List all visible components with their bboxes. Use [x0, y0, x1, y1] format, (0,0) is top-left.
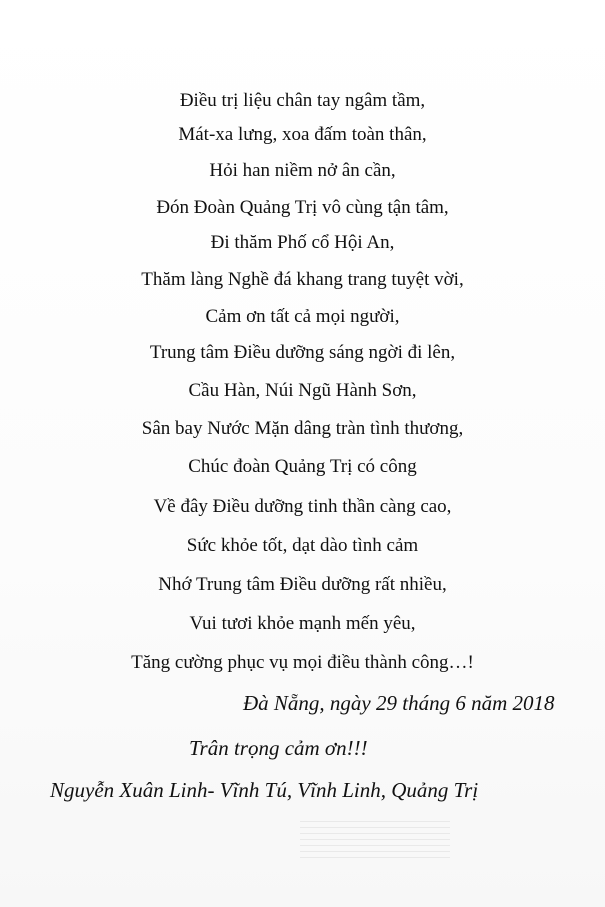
- poem-line-2: Mát-xa lưng, xoa đấm toàn thân,: [178, 124, 427, 145]
- poem-line-6: Thăm làng Nghề đá khang trang tuyệt vời,: [141, 269, 464, 290]
- poem-line-5: Đi thăm Phố cổ Hội An,: [210, 232, 395, 253]
- poem-line-16: Tăng cường phục vụ mọi điều thành công…!: [131, 652, 474, 673]
- bleed-through-texture: [300, 818, 450, 858]
- poem-line-15: Vui tươi khỏe mạnh mến yêu,: [189, 613, 416, 634]
- poem-line-11: Chúc đoàn Quảng Trị có công: [188, 456, 417, 477]
- poem-line-14: Nhớ Trung tâm Điều dưỡng rất nhiều,: [158, 574, 447, 595]
- poem-line-8: Trung tâm Điều dưỡng sáng ngời đi lên,: [149, 342, 456, 363]
- place-date: Đà Nẵng, ngày 29 tháng 6 năm 2018: [243, 691, 555, 715]
- poem-line-12: Về đây Điều dưỡng tinh thần càng cao,: [153, 496, 452, 517]
- poem-line-3: Hỏi han niềm nở ân cần,: [209, 160, 396, 181]
- poem-line-9: Cầu Hàn, Núi Ngũ Hành Sơn,: [188, 380, 417, 401]
- poem-line-1: Điều trị liệu chân tay ngâm tầm,: [179, 90, 426, 111]
- poem-line-13: Sức khỏe tốt, dạt dào tình cảm: [186, 535, 419, 556]
- thanks-line: Trân trọng cảm ơn!!!: [189, 736, 368, 760]
- author-line: Nguyễn Xuân Linh- Vĩnh Tú, Vĩnh Linh, Quảng Trị: [50, 778, 479, 802]
- poem-line-4: Đón Đoàn Quảng Trị vô cùng tận tâm,: [156, 197, 449, 218]
- poem-line-7: Cảm ơn tất cả mọi người,: [205, 306, 400, 327]
- poem-line-10: Sân bay Nước Mặn dâng tràn tình thương,: [141, 418, 464, 439]
